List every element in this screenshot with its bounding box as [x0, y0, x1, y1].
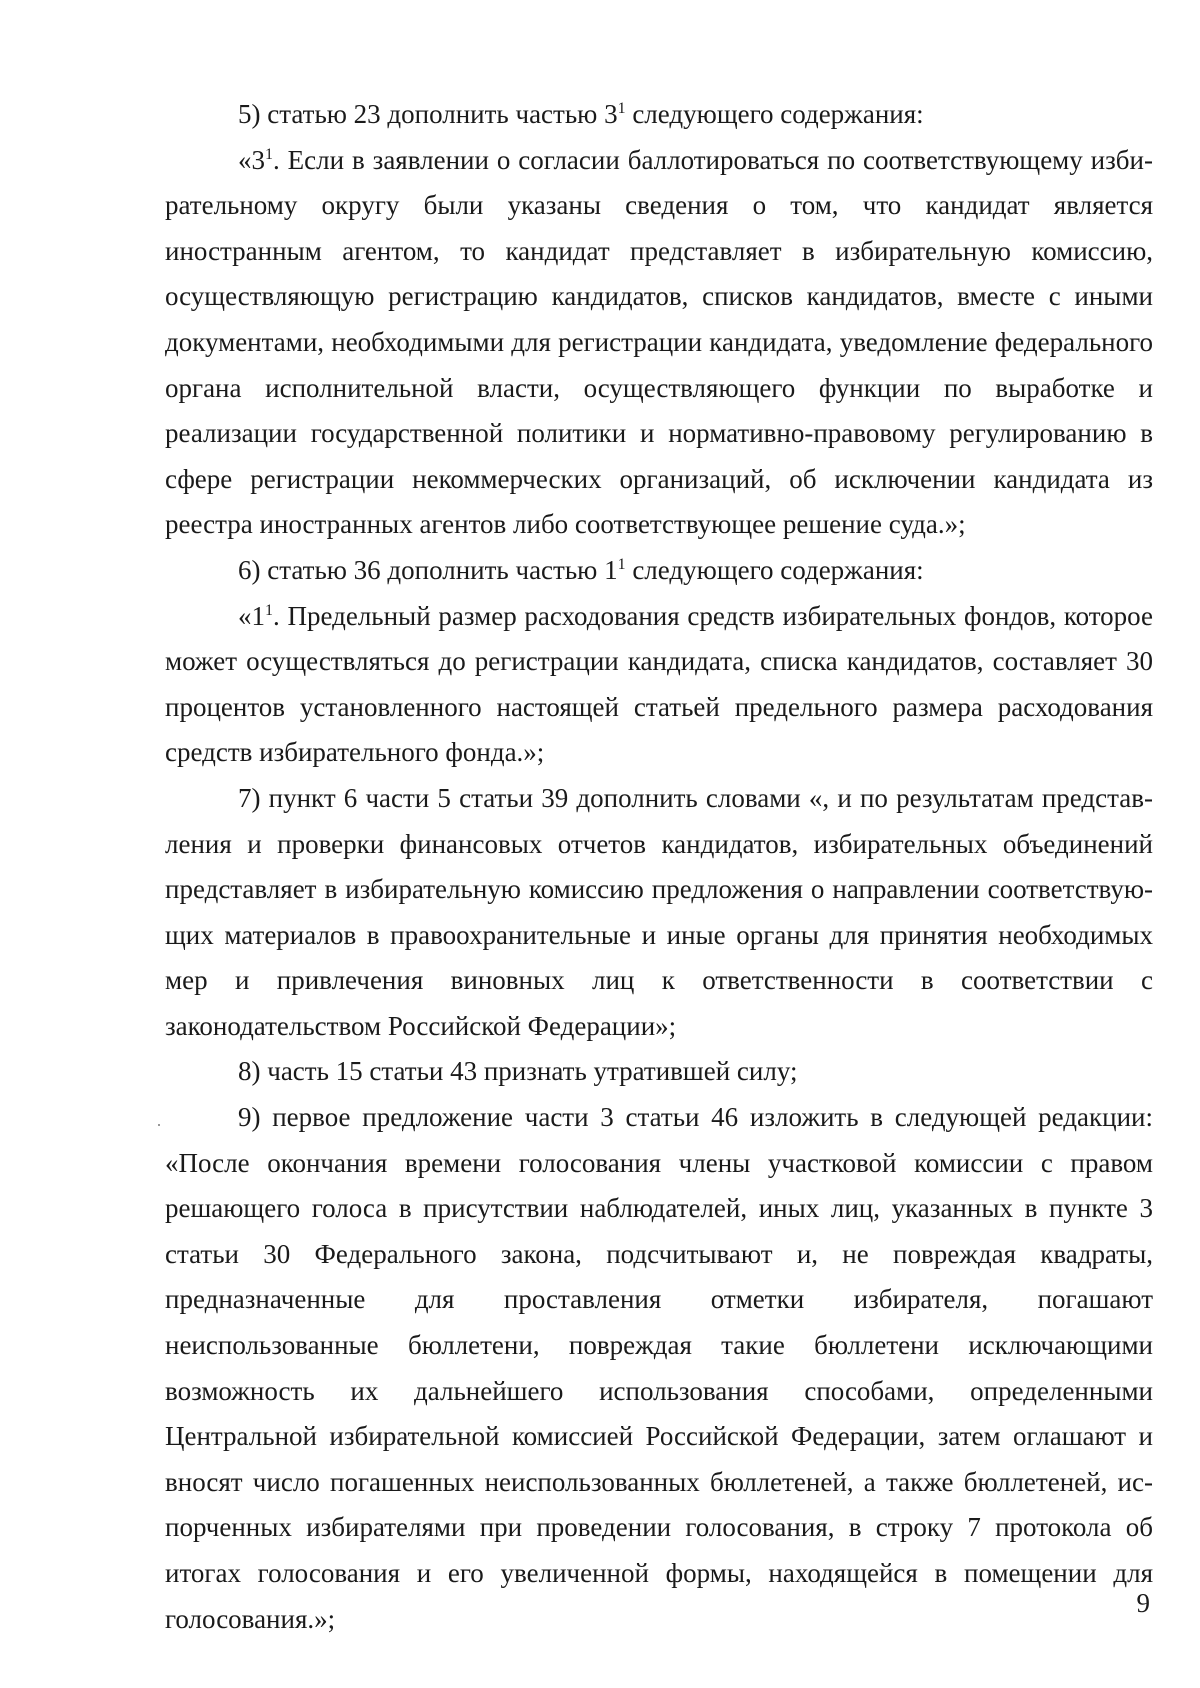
- paragraph-text: 5) статью 23 дополнить частью 3: [238, 99, 618, 129]
- paragraph-text: 8) часть 15 статьи 43 признать утратившей силу;: [238, 1056, 798, 1087]
- paragraph-text: «1: [238, 600, 265, 631]
- superscript: 1: [617, 100, 626, 117]
- quoted-part-1-1: [165, 594, 1153, 776]
- paragraph-item-6: [165, 548, 1153, 594]
- document-body: [165, 92, 1153, 1642]
- paragraph-item-5: [165, 92, 1153, 138]
- paragraph-text: 7) пункт 6 части 5 статьи 39 дополнить словами «, и по результатам представления и проверки финансовых отчетов кандидатов, избирательных объединений представляет в избирательную комиссию предложения о направлении соответствующих материалов в правоохранительные и иные органы для принятия необходимых мер и привлечения виновных лиц к ответственности в соответствии с законодательством Российской Федерации»;: [165, 782, 1153, 1041]
- superscript: 1: [617, 555, 626, 573]
- paragraph-text: «3: [238, 144, 265, 175]
- paragraph-text: 6) статью 36 дополнить частью 1: [238, 554, 618, 585]
- paragraph-text: следующего содержания:: [625, 554, 924, 585]
- superscript: 1: [265, 145, 273, 163]
- quoted-part-3-1: [165, 138, 1153, 548]
- paragraph-text: следующего содержания:: [625, 99, 924, 129]
- paragraph-text: 9) первое предложение части 3 статьи 46 изложить в следующей редакции: «После окончания времени голосования члены участковой комиссии с правом решающего голоса в присутствии наблюдателей, иных лиц, указанных в пункте 3 статьи 30 Федерального закона, подсчитывают и, не повреждая квадраты, предназначенные для проставления отметки избирателя, погашают неиспользованные бюллетени, повреждая такие бюллетени исключающими возможность их дальнейшего использования способами, определенными Центральной избирательной комиссией Российской Федерации, затем оглашают и вносят число погашенных неиспользованных бюллетеней, а также бюллетеней, испорченных избирателями при проведении голосования, в строку 7 протокола об итогах голосования и его увеличенной формы, находящейся в помещении для голосования.»;: [165, 1102, 1153, 1634]
- paragraph-text: . Предельный размер расходования средств избирательных фондов, которое может осуществляться до регистрации кандидата, списка кандидатов, составляет 30 процентов установленного настоящей статьей предельного размера расходования средств избирательного фонда.»;: [165, 600, 1153, 768]
- page-number: 9: [1136, 1588, 1150, 1618]
- paragraph-text: . Если в заявлении о согласии баллотироваться по соответствующему избирательному округу были указаны сведения о том, что кандидат является иностранным агентом, то кандидат представляет в избирательную комиссию, осуществляющую регистрацию кандидатов, списков кандидатов, вместе с иными документами, необходимыми для регистрации кандидата, уведомление федерального органа исполнительной власти, осуществляющего функции по выработке и реализации государственной политики и нормативно-правовому регулированию в сфере регистрации некоммерческих организаций, об исключении кандидата из реестра иностранных агентов либо соответствующее решение суда.»;: [165, 144, 1153, 540]
- scan-speck: [158, 1124, 160, 1126]
- paragraph-item-8: [165, 1049, 1153, 1095]
- paragraph-item-9: [165, 1095, 1153, 1642]
- paragraph-item-7: [165, 776, 1153, 1050]
- superscript: 1: [265, 601, 273, 619]
